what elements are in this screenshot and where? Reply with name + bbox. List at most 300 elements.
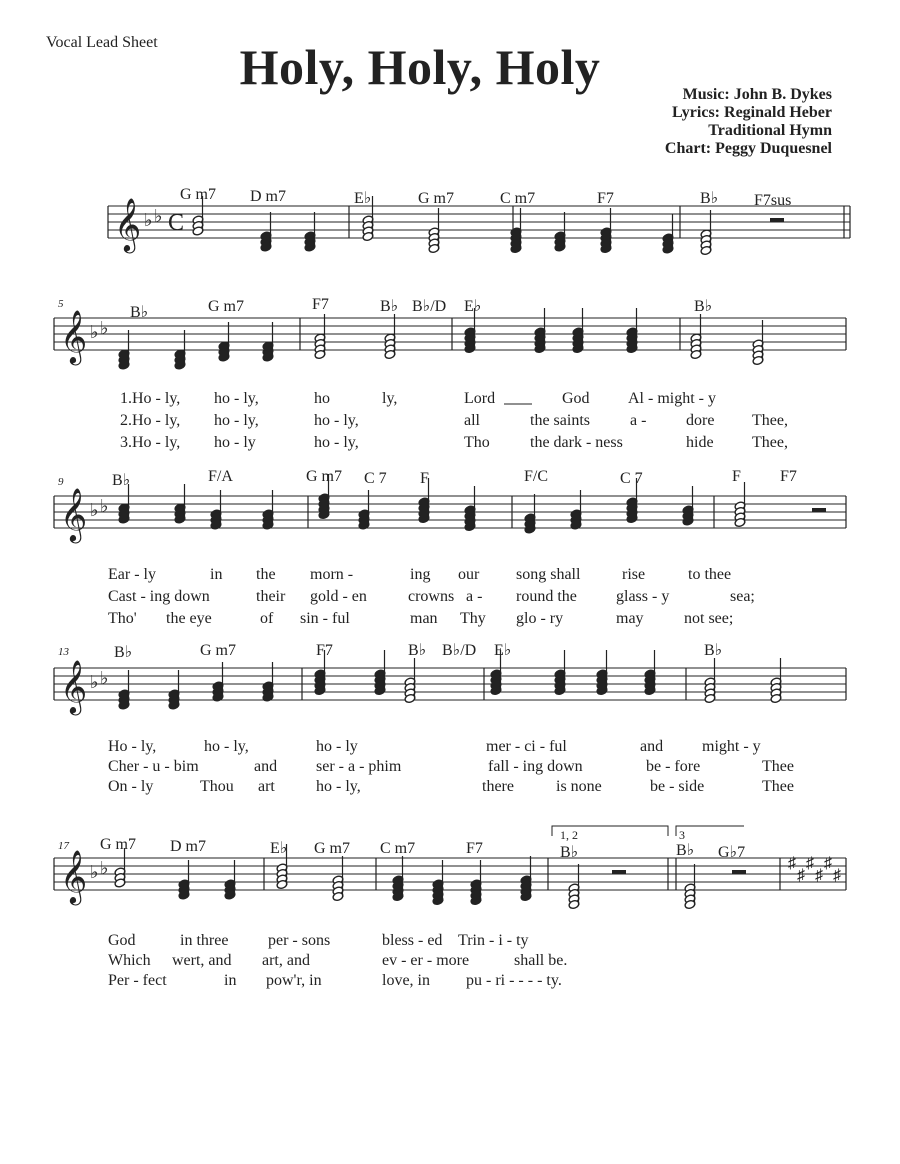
notehead (510, 232, 522, 242)
rest-icon (732, 870, 746, 874)
notehead (174, 354, 186, 364)
notehead (554, 685, 566, 695)
lyric: Lord (464, 390, 496, 407)
notehead (596, 680, 608, 690)
notehead (432, 890, 444, 900)
notehead (358, 509, 370, 519)
credit-music: Music: John B. Dykes (682, 86, 832, 103)
notehead (690, 344, 702, 354)
notehead (704, 688, 716, 698)
lyric: be - side (650, 778, 705, 795)
notehead (534, 343, 546, 353)
notehead (262, 514, 274, 524)
notehead (212, 692, 224, 702)
flat-icon: ♭ (100, 318, 109, 338)
notehead (392, 875, 404, 885)
notehead (174, 508, 186, 518)
notehead (520, 891, 532, 901)
notehead (314, 333, 326, 343)
notehead (704, 682, 716, 692)
notehead (470, 895, 482, 905)
lyric: God (562, 390, 590, 407)
chord: B♭ (704, 642, 723, 659)
lyric: the eye (166, 610, 212, 627)
notehead (534, 338, 546, 348)
chord: G m7 (208, 298, 244, 315)
notehead (384, 338, 396, 348)
lyric: ev - er - more (382, 952, 470, 969)
lyric: art (258, 778, 275, 795)
notehead (314, 685, 326, 695)
chord: B♭ (380, 298, 399, 315)
notehead (464, 332, 476, 342)
notehead (464, 510, 476, 520)
chord: F7 (780, 468, 797, 485)
notehead (464, 505, 476, 515)
treble-clef-icon: 𝄞 (60, 489, 88, 540)
chord: D m7 (170, 838, 206, 855)
lyric: and (640, 738, 664, 755)
notehead (358, 520, 370, 530)
lyric: shall be. (514, 952, 568, 969)
notehead (210, 509, 222, 519)
lyric: all (464, 412, 480, 429)
notehead (568, 883, 580, 893)
notehead (392, 891, 404, 901)
lyric: crowns (408, 588, 455, 605)
notehead (218, 352, 230, 362)
notehead (572, 343, 584, 353)
lyric: On - ly (108, 778, 154, 795)
chord: F7 (316, 642, 333, 659)
lyric: Thee (762, 778, 794, 795)
notehead (464, 521, 476, 531)
notehead (362, 231, 374, 241)
lyric: love, in (382, 972, 430, 989)
notehead (752, 339, 764, 349)
notehead (770, 688, 782, 698)
lyric: is none (556, 778, 602, 795)
lyric: art, and (262, 952, 310, 969)
notehead (470, 884, 482, 894)
notehead (358, 514, 370, 524)
notehead (470, 879, 482, 889)
notehead (260, 242, 272, 252)
notehead (554, 669, 566, 679)
chord: F7 (597, 190, 614, 207)
sharp-icon: ♯ (815, 867, 823, 884)
notehead (428, 243, 440, 253)
notehead (174, 349, 186, 359)
lyric: the saints (530, 412, 590, 429)
notehead (118, 508, 130, 518)
lyric: Cast - ing down (108, 588, 210, 605)
notehead (520, 886, 532, 896)
lyric: Cher - u - bim (108, 758, 199, 775)
notehead (570, 520, 582, 530)
notehead (704, 677, 716, 687)
notehead (432, 895, 444, 905)
notehead (682, 505, 694, 515)
notehead (374, 680, 386, 690)
sharp-icon: ♯ (833, 867, 841, 884)
rest-icon (812, 508, 826, 512)
chord: B♭/D (442, 642, 477, 659)
song-title: Holy, Holy, Holy (239, 39, 601, 95)
lyric: 1.Ho - ly, (120, 390, 181, 407)
notehead (690, 349, 702, 359)
notehead (600, 232, 612, 242)
notehead (212, 686, 224, 696)
notehead (752, 344, 764, 354)
notehead (510, 243, 522, 253)
lyric: Thy (460, 610, 486, 627)
flat-icon: ♭ (144, 210, 153, 230)
chord: F (420, 470, 429, 487)
lyric: glass - y (616, 588, 670, 605)
lyric: Al - might - y (628, 390, 716, 407)
lyric: Trin - i - ty (458, 932, 529, 949)
chord: F7 (312, 296, 329, 313)
lyric: in (224, 972, 237, 989)
flat-icon: ♭ (154, 206, 163, 226)
notehead (524, 513, 536, 523)
lyric: man (410, 610, 438, 627)
chord: F7 (466, 840, 483, 857)
chord: E♭ (354, 190, 372, 207)
notehead (332, 880, 344, 890)
notehead (304, 242, 316, 252)
notehead (600, 238, 612, 248)
sharp-icon: ♯ (806, 855, 814, 872)
notehead (554, 674, 566, 684)
lyric: ho - ly (316, 738, 358, 755)
lyric: ing (410, 566, 431, 583)
notehead (428, 227, 440, 237)
flat-icon: ♭ (90, 500, 99, 520)
notehead (464, 327, 476, 337)
lyric: round the (516, 588, 577, 605)
notehead (212, 681, 224, 691)
notehead (260, 236, 272, 246)
notehead (554, 231, 566, 241)
chord: B♭ (560, 844, 579, 861)
notehead (118, 360, 130, 370)
notehead (644, 680, 656, 690)
chord: E♭ (494, 642, 512, 659)
lyric: 2.Ho - ly, (120, 412, 181, 429)
credits-block (665, 86, 832, 158)
notehead (734, 506, 746, 516)
notehead (314, 680, 326, 690)
notehead (572, 332, 584, 342)
lyric: Tho (464, 434, 490, 451)
lyric: the (256, 566, 276, 583)
notehead (210, 514, 222, 524)
lyric: Thee, (752, 434, 788, 451)
chord: F/A (208, 468, 233, 485)
notehead (118, 689, 130, 699)
chord: G m7 (100, 836, 136, 853)
notehead (314, 338, 326, 348)
lyric: morn - (310, 566, 354, 583)
notehead (314, 349, 326, 359)
chord: G m7 (314, 840, 350, 857)
lyric: may (616, 610, 644, 627)
notehead (318, 509, 330, 519)
notehead (174, 514, 186, 524)
notehead (118, 514, 130, 524)
notehead (600, 243, 612, 253)
measure-number: 9 (58, 476, 64, 488)
notehead (570, 514, 582, 524)
first-ending-label: 1, 2 (560, 828, 578, 842)
chord: G m7 (200, 642, 236, 659)
notehead (662, 233, 674, 243)
chord: G m7 (418, 190, 454, 207)
notehead (224, 879, 236, 889)
lyric: ho - ly, (214, 390, 259, 407)
notehead (262, 681, 274, 691)
lyric: be - fore (646, 758, 701, 775)
notehead (626, 513, 638, 523)
notehead (432, 884, 444, 894)
lyric: God (108, 932, 136, 949)
lyric: song shall (516, 566, 581, 583)
chord: B♭ (114, 644, 133, 661)
notehead (262, 509, 274, 519)
notehead (700, 240, 712, 250)
notehead (168, 700, 180, 710)
lyric: the dark - ness (530, 434, 623, 451)
notehead (218, 346, 230, 356)
notehead (418, 513, 430, 523)
lyric: there (482, 778, 514, 795)
notehead (332, 891, 344, 901)
chord: B♭ (676, 842, 695, 859)
chord: G m7 (180, 186, 216, 203)
notehead (318, 493, 330, 503)
lyric: bless - ed (382, 932, 443, 949)
third-ending-bracket (676, 826, 744, 836)
lyric: Tho' (108, 610, 137, 627)
lyric: ly, (382, 390, 398, 407)
notehead (464, 516, 476, 526)
notehead (276, 879, 288, 889)
lyric: sea; (730, 588, 755, 605)
notehead (520, 880, 532, 890)
sharp-icon: ♯ (797, 867, 805, 884)
lyric: Which (108, 952, 151, 969)
notehead (690, 333, 702, 343)
lyric: to thee (688, 566, 732, 583)
lyric: hide (686, 434, 714, 451)
lyric: Thee (762, 758, 794, 775)
notehead (428, 238, 440, 248)
notehead (114, 872, 126, 882)
lyric: ser - a - phim (316, 758, 402, 775)
notehead (596, 669, 608, 679)
common-time-icon: C (168, 210, 185, 236)
notehead (404, 688, 416, 698)
lyric: ho - ly (214, 434, 256, 451)
lyric: wert, and (172, 952, 232, 969)
chord: C 7 (620, 470, 643, 487)
notehead (626, 502, 638, 512)
notehead (374, 685, 386, 695)
treble-clef-icon: 𝄞 (60, 311, 88, 362)
lyric: and (254, 758, 278, 775)
lyric: a - (630, 412, 647, 429)
notehead (700, 234, 712, 244)
lyric: in (210, 566, 223, 583)
notehead (682, 510, 694, 520)
notehead (118, 503, 130, 513)
treble-clef-icon: 𝄞 (60, 661, 88, 712)
notehead (734, 512, 746, 522)
notehead (262, 346, 274, 356)
notehead (218, 341, 230, 351)
notehead (626, 497, 638, 507)
chord: C 7 (364, 470, 387, 487)
notehead (118, 700, 130, 710)
notehead (684, 888, 696, 898)
lyric: glo - ry (516, 610, 564, 627)
notehead (470, 890, 482, 900)
notehead (314, 669, 326, 679)
measure-number: 5 (58, 298, 64, 310)
notehead (626, 338, 638, 348)
notehead (332, 875, 344, 885)
notehead (224, 890, 236, 900)
notehead (262, 686, 274, 696)
notehead (314, 344, 326, 354)
notehead (572, 338, 584, 348)
chord: F (732, 468, 741, 485)
notehead (752, 355, 764, 365)
notehead (418, 497, 430, 507)
notehead (600, 227, 612, 237)
notehead (554, 242, 566, 252)
flat-icon: ♭ (90, 862, 99, 882)
notehead (770, 693, 782, 703)
notehead (192, 220, 204, 230)
notehead (464, 343, 476, 353)
sharp-icon: ♯ (824, 855, 832, 872)
notehead (510, 227, 522, 237)
notehead (510, 238, 522, 248)
notehead (114, 878, 126, 888)
chord: C m7 (380, 840, 416, 857)
chord: E♭ (270, 840, 288, 857)
notehead (554, 680, 566, 690)
notehead (662, 244, 674, 254)
flat-icon: ♭ (100, 858, 109, 878)
chord: D m7 (250, 188, 286, 205)
notehead (362, 215, 374, 225)
notehead (332, 886, 344, 896)
notehead (210, 520, 222, 530)
lyric: our (458, 566, 480, 583)
notehead (700, 229, 712, 239)
chord: B♭ (130, 304, 149, 321)
notehead (418, 502, 430, 512)
notehead (690, 338, 702, 348)
notehead (262, 341, 274, 351)
notehead (318, 504, 330, 514)
lyric: ho (314, 390, 330, 407)
notehead (168, 694, 180, 704)
notehead (644, 674, 656, 684)
notehead (304, 231, 316, 241)
notehead (700, 245, 712, 255)
notehead (568, 894, 580, 904)
notehead (770, 682, 782, 692)
chord: G m7 (306, 468, 342, 485)
notehead (114, 867, 126, 877)
notehead (118, 349, 130, 359)
rest-icon (770, 218, 784, 222)
notehead (118, 694, 130, 704)
notehead (192, 226, 204, 236)
notehead (276, 874, 288, 884)
chord: B♭/D (412, 298, 447, 315)
notehead (362, 226, 374, 236)
chord: B♭ (700, 190, 719, 207)
notehead (684, 899, 696, 909)
chord: B♭ (694, 298, 713, 315)
lyric: might - y (702, 738, 761, 755)
notehead (554, 236, 566, 246)
notehead (404, 693, 416, 703)
notehead (318, 498, 330, 508)
chord: B♭ (112, 472, 131, 489)
lyric: not see; (684, 610, 734, 627)
lyric: ho - ly, (204, 738, 249, 755)
notehead (752, 350, 764, 360)
notehead (168, 689, 180, 699)
notehead (734, 517, 746, 527)
notehead (262, 352, 274, 362)
notehead (524, 524, 536, 534)
notehead (704, 693, 716, 703)
notehead (224, 884, 236, 894)
rest-icon (612, 870, 626, 874)
notehead (644, 669, 656, 679)
notehead (362, 220, 374, 230)
lyric: pu - ri - - - - ty. (466, 972, 562, 989)
credit-chart: Chart: Peggy Duquesnel (664, 140, 832, 157)
notehead (490, 685, 502, 695)
notehead (596, 674, 608, 684)
notehead (682, 516, 694, 526)
notehead (262, 692, 274, 702)
notehead (534, 332, 546, 342)
notehead (490, 680, 502, 690)
notehead (178, 884, 190, 894)
lyric: Per - fect (108, 972, 167, 989)
notehead (568, 888, 580, 898)
lyric: gold - en (310, 588, 367, 605)
notehead (374, 669, 386, 679)
chord: F7sus (754, 192, 792, 209)
notehead (626, 343, 638, 353)
lyric: Thou (200, 778, 234, 795)
notehead (684, 894, 696, 904)
notehead (490, 674, 502, 684)
chord: F/C (524, 468, 549, 485)
flat-icon: ♭ (100, 668, 109, 688)
